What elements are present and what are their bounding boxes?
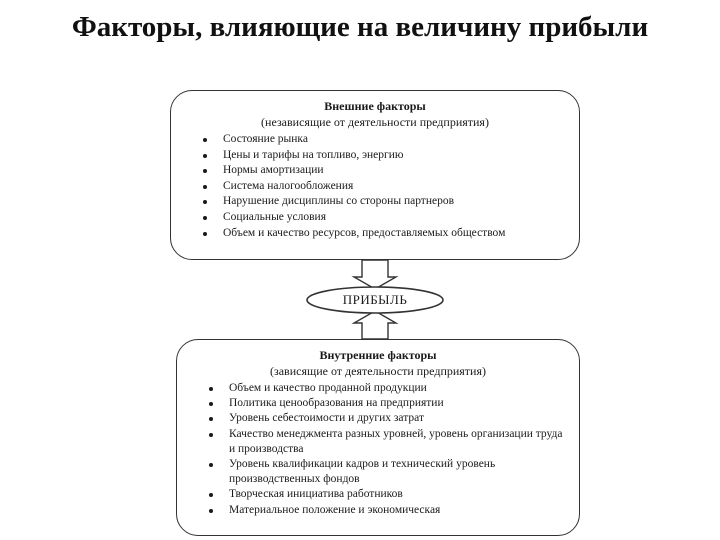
list-item: Материальное положение и экономическая xyxy=(205,503,579,518)
internal-factors-subheading: (зависящие от деятельности предприятия) xyxy=(269,364,486,378)
list-item: Уровень себестоимости и других затрат xyxy=(205,411,579,426)
internal-factors-heading: Внутренние факторы xyxy=(319,348,437,362)
slide-title: Факторы, влияющие на величину прибыли xyxy=(71,11,649,43)
list-item: Политика ценообразования на предприятии xyxy=(205,396,579,411)
list-item: Нормы амортизации xyxy=(199,163,579,179)
list-item: Творческая инициатива работников xyxy=(205,487,579,502)
up-arrow-icon xyxy=(354,311,396,339)
list-item: Система налогообложения xyxy=(199,179,579,195)
list-item: Состояние рынка xyxy=(199,132,579,148)
internal-factors-list xyxy=(177,381,579,518)
list-item: Нарушение дисциплины со стороны партнеров xyxy=(199,194,579,210)
list-item: Уровень квалификации кадров и технический уровень производственных фондов xyxy=(205,457,579,487)
list-item: Качество менеджмента разных уровней, уровень организации труда и производства xyxy=(205,427,579,457)
list-item: Объем и качество проданной продукции xyxy=(205,381,579,396)
internal-factors-box xyxy=(176,339,580,536)
list-item: Социальные условия xyxy=(199,210,579,226)
profit-label: ПРИБЫЛЬ xyxy=(342,292,408,307)
external-factors-subheading: (независящие от деятельности предприятия) xyxy=(261,115,489,129)
list-item: Объем и качество ресурсов, предоставляемых обществом xyxy=(199,226,579,242)
external-factors-heading: Внешние факторы xyxy=(324,99,426,113)
list-item: Цены и тарифы на топливо, энергию xyxy=(199,148,579,164)
down-arrow-icon xyxy=(354,260,396,289)
